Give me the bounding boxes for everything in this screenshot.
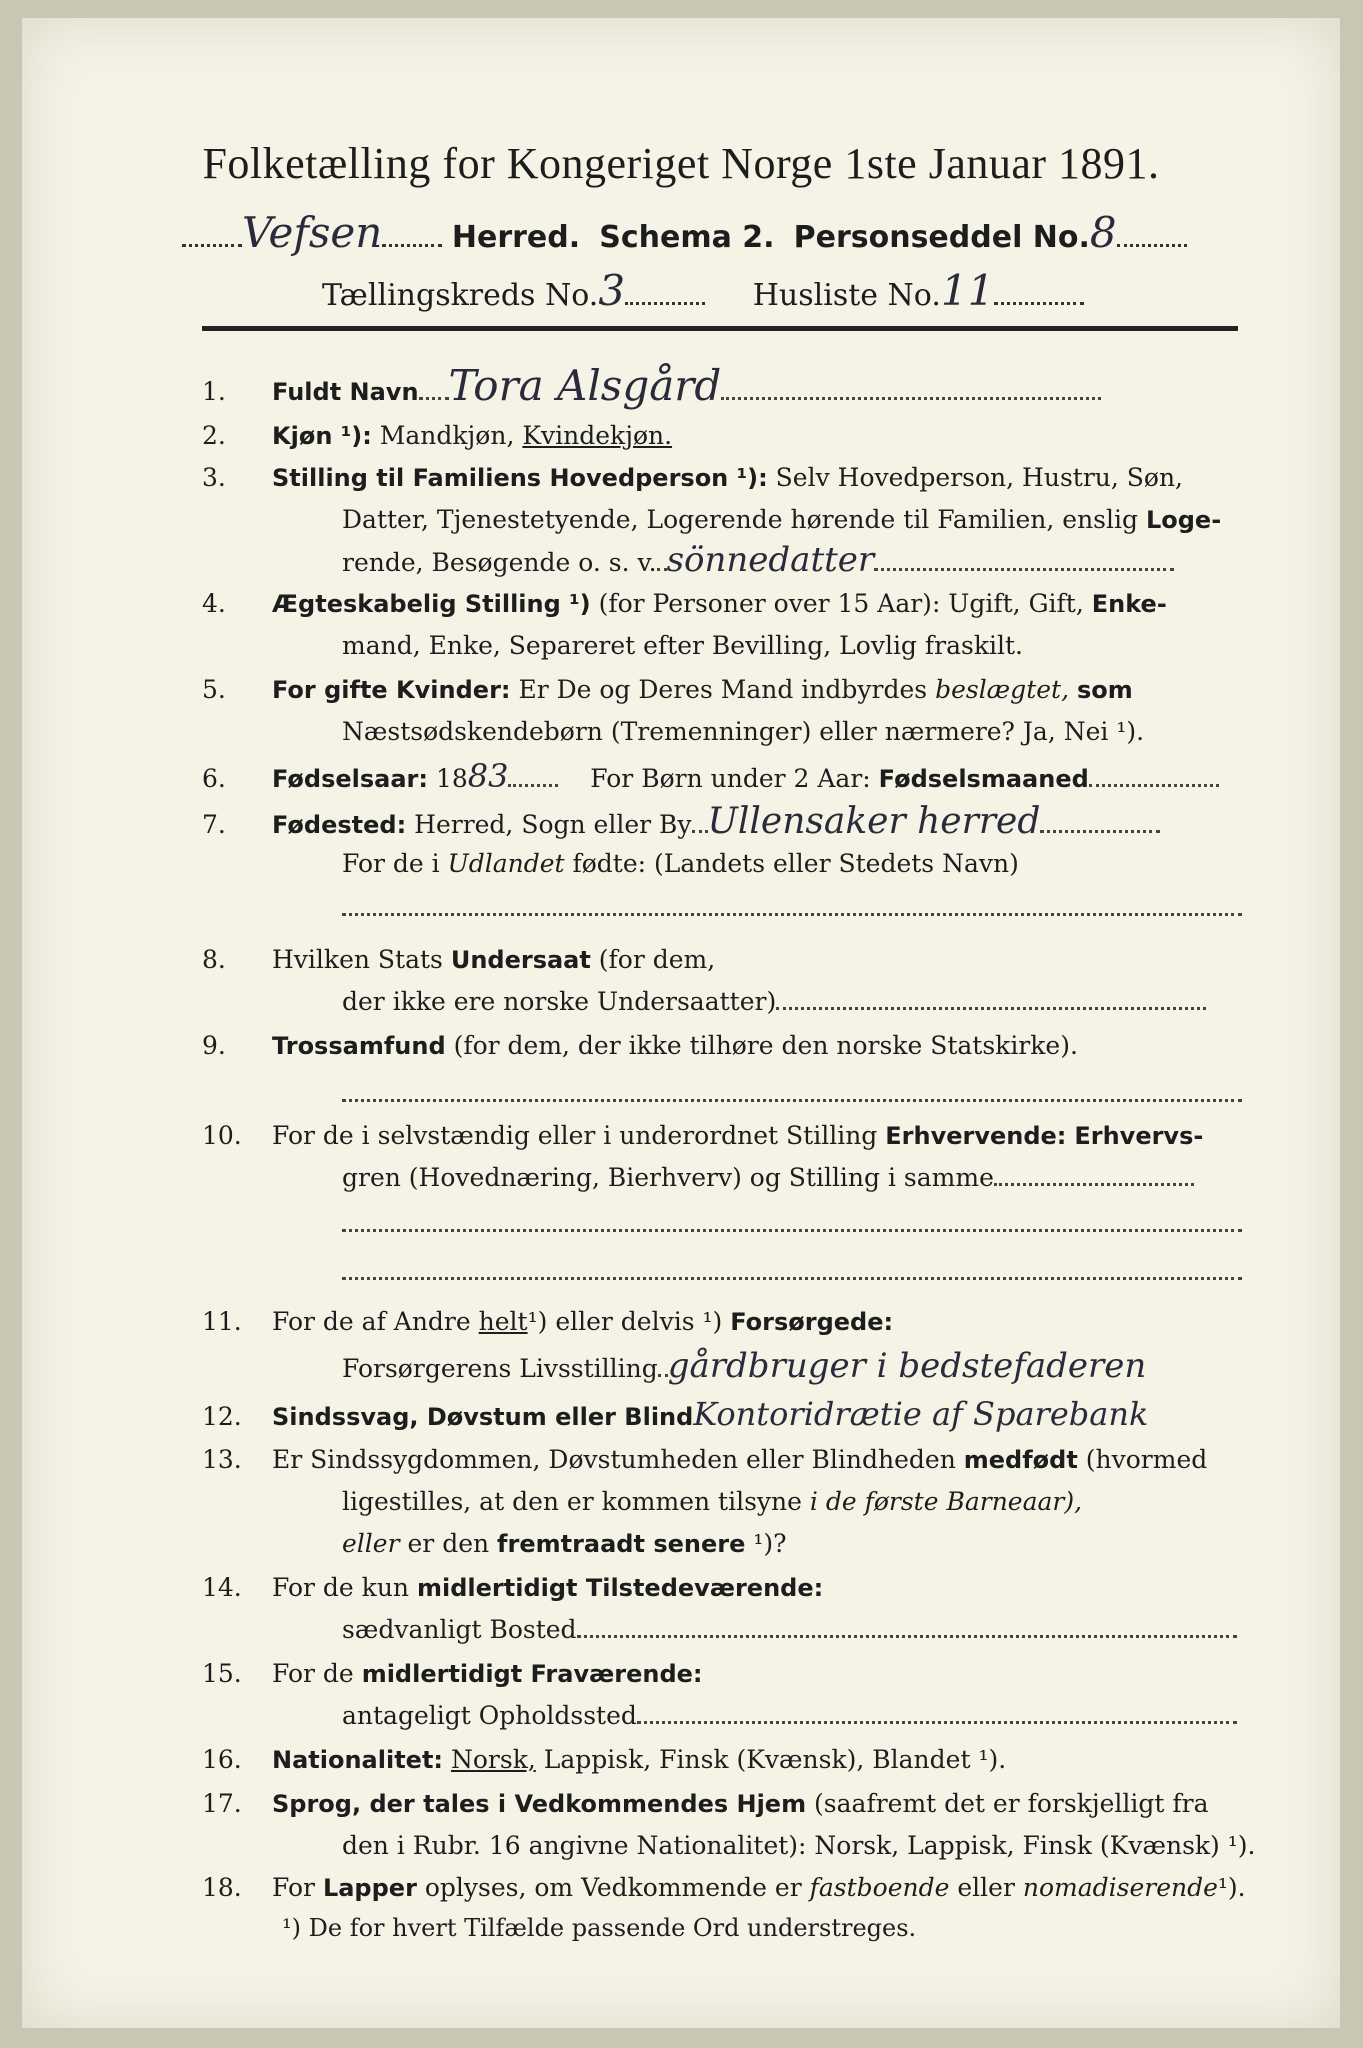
row-text: Næstsødskendebørn (Tremenninger) eller nærmere? Ja, Nei ¹). bbox=[342, 717, 1145, 746]
row-14-temporary-present bbox=[202, 1568, 1252, 1608]
row-text: er den bbox=[407, 1529, 490, 1558]
full-name-value: Tora Alsgård bbox=[448, 361, 722, 410]
row-label: Nationalitet: bbox=[272, 1746, 444, 1774]
row-7-line-2 bbox=[202, 844, 1363, 884]
row-label: Fuldt Navn bbox=[272, 378, 419, 406]
row-3-line-2 bbox=[202, 500, 1363, 540]
row-text: Selv Hovedperson, Hustru, Søn, bbox=[775, 463, 1183, 492]
year-prefix: 18 bbox=[435, 764, 468, 793]
row-label: Fødselsmaaned bbox=[878, 765, 1089, 793]
kreds-label: Tællingskreds No. bbox=[322, 278, 599, 313]
row-3-position bbox=[202, 458, 1252, 498]
row-text: i de første Barneaar), bbox=[809, 1487, 1083, 1516]
row-text: For de bbox=[272, 1659, 354, 1688]
row-number: 11. bbox=[202, 1307, 242, 1336]
footnote: ¹) De for hvert Tilfælde passende Ord understreges. bbox=[282, 1914, 917, 1942]
row-label: Fødselsaar: bbox=[272, 765, 428, 793]
row-number: 9. bbox=[202, 1031, 226, 1060]
row-text: For de af Andre bbox=[272, 1307, 471, 1336]
row-label: Fødested: bbox=[272, 811, 407, 839]
header-line-1 bbox=[182, 208, 1187, 257]
row-12-disability bbox=[202, 1394, 1252, 1437]
row-label: Forsørgede: bbox=[730, 1308, 894, 1336]
row-text: (for Personer over 15 Aar): Ugift, Gift, bbox=[598, 589, 1084, 618]
form-title: Folketælling for Kongeriget Norge 1ste Januar 1891. bbox=[202, 139, 1160, 188]
row-text: Er De og Deres Mand indbyrdes bbox=[518, 675, 928, 704]
row-6-birth-year bbox=[202, 756, 1252, 799]
row-text: Er Sindssygdommen, Døvstumheden eller Blindheden bbox=[272, 1445, 956, 1474]
row-text: Udlandet bbox=[447, 849, 565, 878]
supporter-value: gårdbruger i bedstefaderen bbox=[667, 1346, 1147, 1386]
row-number: 15. bbox=[202, 1659, 242, 1688]
row-text: For de i bbox=[342, 849, 440, 878]
row-10-blank-line-1 bbox=[202, 1204, 1363, 1244]
row-text: beslægtet, bbox=[935, 675, 1070, 704]
row-text: Forsørgerens Livsstilling bbox=[342, 1354, 658, 1383]
row-text: fødte: (Landets eller Stedets Navn) bbox=[572, 849, 1019, 878]
row-text: Loge- bbox=[1145, 506, 1222, 534]
row-3-line-3 bbox=[202, 540, 1363, 583]
row-number: 16. bbox=[202, 1745, 242, 1774]
disability-value: Kontoridrætie af Sparebank bbox=[693, 1395, 1149, 1433]
row-9-religion bbox=[202, 1026, 1252, 1066]
row-text: eller bbox=[342, 1529, 400, 1558]
row-2-sex bbox=[202, 416, 1252, 456]
row-text: der ikke ere norske Undersaatter) bbox=[342, 987, 777, 1016]
row-number: 10. bbox=[202, 1121, 242, 1150]
row-17-line-2 bbox=[202, 1826, 1363, 1866]
row-text: Lappisk, Finsk (Kvænsk), Blandet ¹). bbox=[543, 1745, 1007, 1774]
row-13-congenital bbox=[202, 1440, 1252, 1480]
row-text: For de kun bbox=[272, 1573, 410, 1602]
row-number: 3. bbox=[202, 463, 226, 492]
kreds-value: 3 bbox=[598, 266, 626, 315]
row-8-citizenship bbox=[202, 940, 1252, 980]
row-text: Herred, Sogn eller By bbox=[414, 810, 692, 839]
row-16-nationality bbox=[202, 1740, 1252, 1780]
row-text: den i Rubr. 16 angivne Nationalitet): Norsk, Lappisk, Finsk (Kvænsk) ¹). bbox=[342, 1831, 1256, 1860]
row-text: For Børn under 2 Aar: bbox=[590, 764, 871, 793]
row-number: 8. bbox=[202, 945, 226, 974]
row-text: ¹) eller delvis ¹) bbox=[527, 1307, 723, 1336]
herred-value: Vefsen bbox=[242, 208, 383, 257]
row-5-married-women bbox=[202, 670, 1252, 710]
row-15-line-2 bbox=[202, 1696, 1363, 1736]
row-label: Sprog, der tales i Vedkommendes Hjem bbox=[272, 1790, 807, 1818]
row-label: midlertidigt Tilstedeværende: bbox=[416, 1574, 824, 1602]
position-value: sönnedatter bbox=[666, 540, 875, 580]
husliste-label: Husliste No. bbox=[752, 278, 941, 313]
row-label: Stilling til Familiens Hovedperson ¹): bbox=[272, 464, 768, 492]
row-label: Erhvervende: bbox=[885, 1122, 1067, 1150]
row-text: (for dem, der ikke tilhøre den norske Statskirke). bbox=[453, 1031, 1078, 1060]
row-13-line-2 bbox=[202, 1482, 1363, 1522]
row-text: ¹). bbox=[1217, 1873, 1246, 1902]
header-rule bbox=[202, 326, 1238, 331]
herred-label: Herred. bbox=[451, 220, 581, 255]
row-text: rende, Besøgende o. s. v. bbox=[342, 548, 657, 577]
row-text: Mandkjøn, bbox=[379, 421, 515, 450]
row-text: For de i selvstændig eller i underordnet Stilling bbox=[272, 1121, 878, 1150]
row-8-line-2 bbox=[202, 982, 1363, 1022]
row-4-line-2 bbox=[202, 626, 1363, 666]
row-10-line-2 bbox=[202, 1158, 1363, 1198]
row-text: Hvilken Stats bbox=[272, 945, 443, 974]
husliste-value: 11 bbox=[940, 266, 995, 315]
row-label: Erhvervs- bbox=[1074, 1122, 1204, 1150]
row-number: 2. bbox=[202, 421, 226, 450]
row-number: 13. bbox=[202, 1445, 242, 1474]
row-number: 12. bbox=[202, 1402, 242, 1431]
row-number: 14. bbox=[202, 1573, 242, 1602]
row-11-supported bbox=[202, 1302, 1252, 1342]
row-14-line-2 bbox=[202, 1610, 1363, 1650]
row-number: 6. bbox=[202, 764, 226, 793]
row-text: eller bbox=[957, 1873, 1015, 1902]
row-text: ¹)? bbox=[753, 1529, 787, 1558]
personseddel-label: Personseddel No. bbox=[793, 220, 1090, 255]
row-10-blank-line-2 bbox=[202, 1252, 1363, 1292]
row-number: 18. bbox=[202, 1873, 242, 1902]
header-line-2 bbox=[322, 266, 1084, 315]
row-9-blank-line bbox=[202, 1074, 1363, 1114]
row-10-occupation bbox=[202, 1116, 1252, 1156]
row-number: 1. bbox=[202, 377, 226, 406]
row-text: (for dem, bbox=[598, 945, 716, 974]
supported-selected: helt bbox=[478, 1307, 528, 1336]
row-text: nomadiserende bbox=[1022, 1873, 1218, 1902]
sex-selected: Kvindekjøn. bbox=[522, 421, 673, 450]
row-7-birthplace bbox=[202, 802, 1252, 845]
row-7-blank-line bbox=[202, 888, 1363, 928]
row-15-temporary-absent bbox=[202, 1654, 1252, 1694]
row-label: Kjøn ¹): bbox=[272, 422, 372, 450]
row-label: medfødt bbox=[963, 1446, 1078, 1474]
row-text: (hvormed bbox=[1085, 1445, 1208, 1474]
census-form-sheet bbox=[22, 18, 1340, 2028]
row-text: ligestilles, at den er kommen tilsyne bbox=[342, 1487, 802, 1516]
row-17-language bbox=[202, 1784, 1252, 1824]
row-11-line-2 bbox=[202, 1346, 1363, 1389]
row-text: gren (Hovednæring, Bierhverv) og Stilling i samme bbox=[342, 1163, 994, 1192]
row-label: fremtraadt senere bbox=[497, 1530, 746, 1558]
row-1-name bbox=[202, 361, 1252, 412]
row-number: 17. bbox=[202, 1789, 242, 1818]
row-label: Undersaat bbox=[450, 946, 591, 974]
row-text: mand, Enke, Separeret efter Bevilling, Lovlig fraskilt. bbox=[342, 631, 1023, 660]
row-number: 5. bbox=[202, 675, 226, 704]
row-label: midlertidigt Fraværende: bbox=[361, 1660, 703, 1688]
row-text: som bbox=[1076, 676, 1133, 704]
row-label: Trossamfund bbox=[272, 1032, 446, 1060]
row-number: 4. bbox=[202, 589, 226, 618]
row-label: Sindssvag, Døvstum eller Blind bbox=[272, 1403, 694, 1431]
row-label: For gifte Kvinder: bbox=[272, 676, 511, 704]
personseddel-value: 8 bbox=[1089, 208, 1117, 257]
row-4-marital bbox=[202, 584, 1252, 624]
birth-year-value: 83 bbox=[467, 757, 509, 795]
nationality-selected: Norsk, bbox=[450, 1745, 536, 1774]
row-number: 7. bbox=[202, 810, 226, 839]
schema-label: Schema 2. bbox=[599, 220, 775, 255]
birthplace-value: Ullensaker herred bbox=[707, 801, 1041, 842]
row-text: sædvanligt Bosted bbox=[342, 1615, 577, 1644]
row-label: Ægteskabelig Stilling ¹) bbox=[272, 590, 591, 618]
row-5-line-2 bbox=[202, 712, 1363, 752]
row-text: For bbox=[272, 1873, 315, 1902]
row-text: antageligt Opholdssted bbox=[342, 1701, 637, 1730]
row-label: Lapper bbox=[322, 1874, 417, 1902]
row-text: oplyses, om Vedkommende er bbox=[424, 1873, 802, 1902]
row-text: (saafremt det er forskjelligt fra bbox=[814, 1789, 1209, 1818]
row-text: Enke- bbox=[1091, 590, 1167, 618]
row-text: fastboende bbox=[809, 1873, 950, 1902]
row-text: Datter, Tjenestetyende, Logerende hørende til Familien, enslig bbox=[342, 505, 1139, 534]
row-18-sami bbox=[202, 1868, 1252, 1908]
row-13-line-3 bbox=[202, 1524, 1363, 1564]
